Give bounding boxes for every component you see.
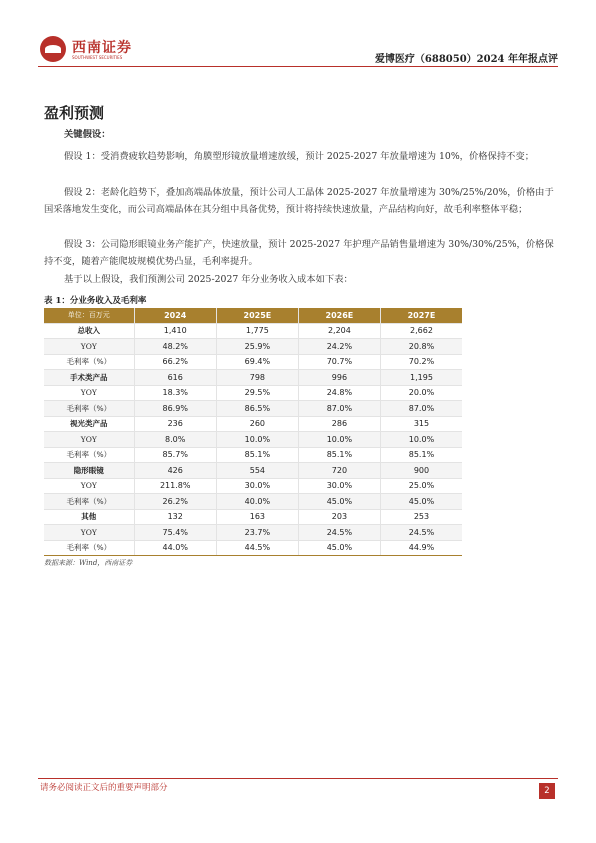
table-cell: 45.0%	[380, 494, 462, 510]
data-source: 数据来源：Wind，西南证券	[44, 559, 133, 567]
table-cell: 85.7%	[134, 447, 216, 463]
row-label: 毛利率（%）	[44, 494, 134, 510]
section-title: 盈利预测	[44, 104, 105, 122]
table-row	[44, 509, 462, 525]
table-cell: 1,410	[134, 323, 216, 339]
revenue-margin-table	[44, 308, 462, 556]
table-header-year: 2027E	[380, 308, 462, 323]
header-divider	[38, 66, 558, 67]
row-label: 毛利率（%）	[44, 447, 134, 463]
table-cell: 86.9%	[134, 401, 216, 417]
row-label: 毛利率（%）	[44, 401, 134, 417]
table-cell: 10.0%	[216, 432, 298, 448]
table-header-year: 2026E	[298, 308, 380, 323]
assumption-1: 假设 1：受消费疲软趋势影响，角膜塑形镜放量增速放缓，预计 2025-2027 年放量增速为 10%，价格保持不变；	[64, 151, 535, 162]
table-header-unit: 单位：百万元	[44, 308, 134, 323]
table-row	[44, 463, 462, 479]
table-cell: 70.7%	[298, 354, 380, 370]
table-header-row	[44, 308, 462, 323]
table-cell: 24.5%	[380, 525, 462, 541]
page-number: 2	[539, 783, 555, 799]
table-cell: 30.0%	[216, 478, 298, 494]
assumption-2: 假设 2：老龄化趋势下，叠加高端晶体放量，预计公司人工晶体 2025-2027 年放量增速为 30%/25%/20%，价格由于国采落地发生变化，而公司高端晶体在其分组中具备优势，预计将持续快速放量，产品结构向好，故毛利率整体平稳；	[44, 187, 554, 215]
key-assumptions-title: 关键假设：	[64, 129, 111, 140]
row-label: 视光类产品	[44, 416, 134, 432]
table-cell: 85.1%	[380, 447, 462, 463]
table-cell: 236	[134, 416, 216, 432]
row-label: YOY	[44, 478, 134, 494]
table-cell: 20.0%	[380, 385, 462, 401]
table-cell: 45.0%	[298, 540, 380, 556]
table-body	[44, 323, 462, 556]
logo-icon	[40, 36, 66, 62]
table-cell: 260	[216, 416, 298, 432]
row-label: YOY	[44, 339, 134, 355]
table-cell: 2,204	[298, 323, 380, 339]
row-label: 总收入	[44, 323, 134, 339]
table-cell: 30.0%	[298, 478, 380, 494]
footer-divider	[38, 778, 558, 779]
table-row	[44, 370, 462, 386]
row-label: 隐形眼镜	[44, 463, 134, 479]
table-cell: 66.2%	[134, 354, 216, 370]
row-label: 毛利率（%）	[44, 540, 134, 556]
table-cell: 211.8%	[134, 478, 216, 494]
table-row	[44, 339, 462, 355]
table-cell: 29.5%	[216, 385, 298, 401]
table-cell: 1,775	[216, 323, 298, 339]
table-row	[44, 540, 462, 556]
table-cell: 20.8%	[380, 339, 462, 355]
table-cell: 87.0%	[298, 401, 380, 417]
table-cell: 10.0%	[298, 432, 380, 448]
table-cell: 554	[216, 463, 298, 479]
table-cell: 203	[298, 509, 380, 525]
table-cell: 44.9%	[380, 540, 462, 556]
table-row	[44, 323, 462, 339]
report-title: 爱博医疗（688050）2024 年年报点评	[374, 54, 558, 65]
table-cell: 24.8%	[298, 385, 380, 401]
table-cell: 996	[298, 370, 380, 386]
table-cell: 2,662	[380, 323, 462, 339]
table-cell: 40.0%	[216, 494, 298, 510]
table-cell: 8.0%	[134, 432, 216, 448]
table-cell: 25.9%	[216, 339, 298, 355]
forecast-intro: 基于以上假设，我们预测公司 2025-2027 年分业务收入成本如下表：	[64, 274, 353, 285]
table-row	[44, 354, 462, 370]
table-cell: 24.2%	[298, 339, 380, 355]
table-cell: 44.5%	[216, 540, 298, 556]
table-row	[44, 401, 462, 417]
table-cell: 315	[380, 416, 462, 432]
table-cell: 85.1%	[216, 447, 298, 463]
table-cell: 25.0%	[380, 478, 462, 494]
table-row	[44, 478, 462, 494]
page-header	[38, 34, 558, 68]
logo-subtext: SOUTHWEST SECURITIES	[72, 55, 123, 60]
table-row	[44, 385, 462, 401]
table-row	[44, 525, 462, 541]
table-cell: 85.1%	[298, 447, 380, 463]
row-label: 其他	[44, 509, 134, 525]
row-label: YOY	[44, 385, 134, 401]
table-cell: 75.4%	[134, 525, 216, 541]
logo-text: 西南证券	[72, 40, 132, 56]
row-label: 毛利率（%）	[44, 354, 134, 370]
table-row	[44, 416, 462, 432]
table-header-year: 2025E	[216, 308, 298, 323]
assumption-3: 假设 3：公司隐形眼镜业务产能扩产，快速放量，预计 2025-2027 年护理产品销售量增速为 30%/30%/25%，价格保持不变，随着产能爬坡规模优势凸显，毛利率提升。	[44, 239, 554, 267]
table-cell: 253	[380, 509, 462, 525]
table-cell: 70.2%	[380, 354, 462, 370]
table-cell: 286	[298, 416, 380, 432]
table-cell: 48.2%	[134, 339, 216, 355]
table-cell: 23.7%	[216, 525, 298, 541]
table-cell: 10.0%	[380, 432, 462, 448]
table-cell: 87.0%	[380, 401, 462, 417]
row-label: YOY	[44, 525, 134, 541]
table-cell: 616	[134, 370, 216, 386]
table-cell: 163	[216, 509, 298, 525]
table-cell: 720	[298, 463, 380, 479]
table-caption: 表 1：分业务收入及毛利率	[44, 296, 147, 306]
table-cell: 24.5%	[298, 525, 380, 541]
footer-disclaimer: 请务必阅读正文后的重要声明部分	[40, 783, 168, 793]
table-cell: 86.5%	[216, 401, 298, 417]
table-cell: 798	[216, 370, 298, 386]
table-header-year: 2024	[134, 308, 216, 323]
table-cell: 69.4%	[216, 354, 298, 370]
table-cell: 44.0%	[134, 540, 216, 556]
row-label: 手术类产品	[44, 370, 134, 386]
table-row	[44, 447, 462, 463]
table-cell: 18.3%	[134, 385, 216, 401]
table-row	[44, 432, 462, 448]
table-cell: 900	[380, 463, 462, 479]
table-cell: 1,195	[380, 370, 462, 386]
table-cell: 26.2%	[134, 494, 216, 510]
table-cell: 45.0%	[298, 494, 380, 510]
table-cell: 426	[134, 463, 216, 479]
row-label: YOY	[44, 432, 134, 448]
table-row	[44, 494, 462, 510]
table-cell: 132	[134, 509, 216, 525]
